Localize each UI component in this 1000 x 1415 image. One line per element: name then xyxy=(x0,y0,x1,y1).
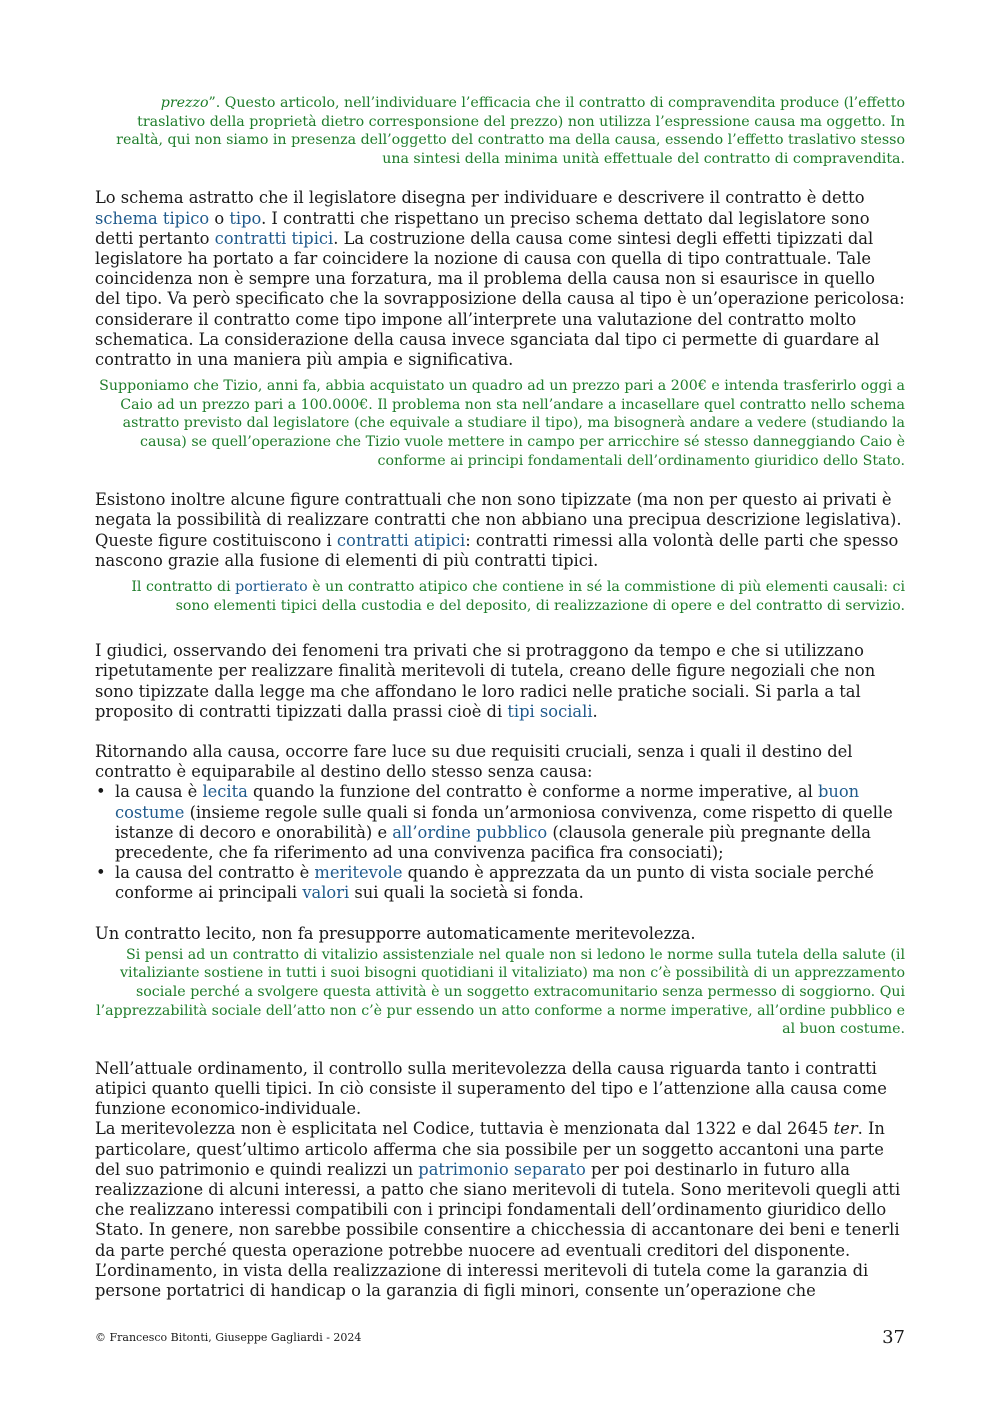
example-note-portierato xyxy=(95,578,905,615)
text-run: . In particolare, quest’ultimo articolo afferma che sia possibile per un soggetto accantoni una parte del suo patrimonio e quindi realizzi un xyxy=(95,1119,885,1179)
paragraph-controllo-meritevolezza: Nell’attuale ordinamento, il controllo sulla meritevolezza della causa riguarda tanto i contratti atipici quanto quelli tipici. In ciò consiste il superamento del tipo e l’attenzione alla causa come funzione economico-individuale. xyxy=(95,1058,887,1119)
note-text: è un contratto atipico che contiene in sé la commistione di più elementi causali: ci sono elementi tipici della custodia e del deposito, di realizzazione di opere e del contratto di servizio. xyxy=(175,578,905,614)
paragraph-ordinamento: L’ordinamento, in vista della realizzazione di interessi meritevoli di tutela come la garanzia di persone portatrici di handicap o la garanzia di figli minori, consente un’operazione che xyxy=(95,1260,869,1301)
keyword-contratti-tipici: contratti tipici xyxy=(214,228,334,248)
example-note-compravendita xyxy=(95,94,905,168)
italic-term: prezzo xyxy=(160,95,209,111)
note-text: Il contratto di xyxy=(131,578,236,595)
keyword-lecita: lecita xyxy=(202,782,248,802)
keyword-tipi-sociali: tipi sociali xyxy=(507,701,593,721)
text-run: . xyxy=(592,701,598,721)
text-run: quando la funzione del contratto è conforme a norme imperative, al xyxy=(247,782,818,802)
example-note-vitalizio: Si pensi ad un contratto di vitalizio assistenziale nel quale non si ledono le norme sulla tutela della salute (il vitaliziante sostiene in tutti i suoi bisogni quotidiani il vitaliziato) ma non c’è possibilità di un apprezzamento sociale perché a svolgere questa attività è un soggetto extracomunitario senza permesso di soggiorno. Qui l’apprezzabilità sociale dell’atto non c’è pur essendo un atto conforme a norme imperative, all’ordine pubblico e al buon costume. xyxy=(96,946,905,1038)
paragraph-contratti-atipici xyxy=(95,490,905,571)
copyright-notice: © Francesco Bitonti, Giuseppe Gagliardi - 2024 xyxy=(95,1331,362,1344)
keyword-buon-costume: buon costume xyxy=(115,782,860,822)
text-run: quando è apprezzata da un punto di vista sociale perché conforme ai principali xyxy=(115,863,874,903)
keyword-meritevole: meritevole xyxy=(314,863,403,883)
keyword-ordine-pubblico: all’ordine pubblico xyxy=(392,822,548,842)
keyword-tipo: tipo xyxy=(229,208,262,228)
keyword-schema-tipico: schema tipico xyxy=(95,208,210,228)
list-item xyxy=(115,782,905,863)
italic-term: ter xyxy=(833,1119,858,1139)
paragraph-schema-tipico xyxy=(95,188,905,370)
keyword-portierato: portierato xyxy=(235,578,308,595)
text-run: . La costruzione della causa come sintesi degli effetti tipizzati dal legislatore ha portato a far coincidere la nozione di causa con quella di tipo contrattuale. Tale coincidenza non è sempre una forzatura, ma il problema della causa non si esaurisce in quello del tipo. Va però specificato che la sovrapposizione della causa al tipo è un’operazione pericolosa: considerare il contratto come tipo impone all’interprete una valutazione del contratto molto schematica. La considerazione della causa invece sganciata dal tipo ci permette di guardare al contratto in una maniera più ampia e significativa. xyxy=(95,228,905,369)
page-footer xyxy=(95,1327,905,1349)
list-item xyxy=(115,863,905,903)
text-run: sui quali la società si fonda. xyxy=(349,883,584,903)
text-run: Esistono inoltre alcune figure contrattuali che non sono tipizzate (ma non per questo ai privati è negata la possibilità di realizzare contratti che non abbiano una precipua descrizione legislativa). Queste figure costituiscono i xyxy=(95,490,902,550)
page-number: 37 xyxy=(882,1327,905,1348)
keyword-patrimonio-separato: patrimonio separato xyxy=(418,1159,586,1179)
text-run: . I contratti che rispettano un preciso schema dettato dal legislatore sono detti pertanto xyxy=(95,208,870,248)
text-run: la causa è xyxy=(115,782,203,802)
paragraph-tipi-sociali xyxy=(95,641,905,722)
note-text: ”. Questo articolo, nell’individuare l’efficacia che il contratto di compravendita produce (l’effetto traslativo della proprietà dietro corresponsione del prezzo) non utilizza l’espressione causa ma oggetto. In realtà, qui non siamo in presenza dell’oggetto del contratto ma della causa, essendo l’effetto traslativo stesso una sintesi della minima unità effettuale del contratto di compravendita. xyxy=(116,95,905,167)
text-run: la causa del contratto è xyxy=(115,863,315,883)
paragraph-requisiti-causa: Ritornando alla causa, occorre fare luce su due requisiti cruciali, senza i quali il destino del contratto è equiparabile al destino dello stesso senza causa: xyxy=(95,741,853,782)
text-run: : contratti rimessi alla volontà delle parti che spesso nascono grazie alla fusione di elementi di più contratti tipici. xyxy=(95,530,899,570)
page-content xyxy=(95,94,905,1301)
text-run: (clausola generale più pregnante della precedente, che fa riferimento ad una convivenza pacifica fra consociati); xyxy=(115,822,871,862)
text-run: o xyxy=(209,208,230,228)
text-run: I giudici, osservando dei fenomeni tra privati che si protraggono da tempo e che si utilizzano ripetutamente per realizzare finalità meritevoli di tutela, creano delle figure negoziali che non sono tipizzate dalla legge ma che affondano le loro radici nelle pratiche sociali. Si parla a tal proposito di contratti tipizzati dalla prassi cioè di xyxy=(95,641,876,721)
requirements-list xyxy=(95,782,905,903)
text-run: La meritevolezza non è esplicitata nel Codice, tuttavia è menzionata dal 1322 e dal 2645 xyxy=(95,1119,834,1139)
paragraph-contratto-lecito: Un contratto lecito, non fa presupporre automaticamente meritevolezza. xyxy=(95,923,696,943)
keyword-contratti-atipici: contratti atipici xyxy=(336,530,466,550)
text-run: (insieme regole sulle quali si fonda un’armoniosa convivenza, come rispetto di quelle istanze di decoro e onorabilità) e xyxy=(115,802,893,842)
text-run: per poi destinarlo in futuro alla realizzazione di alcuni interessi, a patto che siano meritevoli di tutela. Sono meritevoli quegli atti che realizzano interessi compatibili con i principi fondamentali dell’ordinamento giuridico dello Stato. In genere, non sarebbe possibile consentire a chicchessia di accantonare dei beni e tenerli da parte perché questa operazione potrebbe nuocere ad eventuali creditori del disponente. xyxy=(95,1159,901,1260)
paragraph-patrimonio-separato xyxy=(95,1119,905,1260)
keyword-valori: valori xyxy=(302,883,350,903)
text-run: Lo schema astratto che il legislatore disegna per individuare e descrivere il contratto è detto xyxy=(95,188,865,208)
example-note-tizio-caio: Supponiamo che Tizio, anni fa, abbia acquistato un quadro ad un prezzo pari a 200€ e intenda trasferirlo oggi a Caio ad un prezzo pari a 100.000€. Il problema non sta nell’andare a incasellare quel contratto nello schema astratto previsto dal legislatore (che equivale a studiare il tipo), ma bisognerà andare a vedere (studiando la causa) se quell’operazione che Tizio vuole mettere in campo per arricchire sé stesso danneggiando Caio è conforme ai principi fondamentali dell’ordinamento giuridico dello Stato. xyxy=(99,378,905,469)
